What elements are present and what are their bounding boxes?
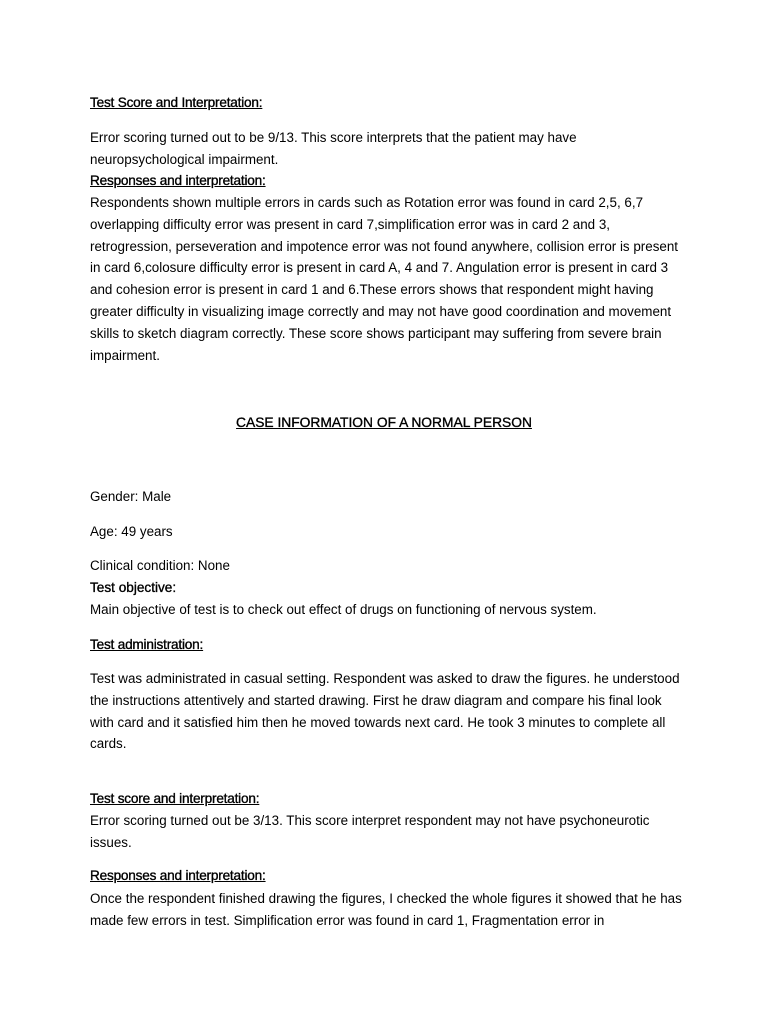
test-objective-paragraph: Main objective of test is to check out effect of drugs on functioning of nervous system.	[90, 602, 597, 617]
case-responses-heading: Responses and interpretation:	[90, 868, 266, 883]
test-objective-heading: Test objective:	[90, 580, 177, 595]
gender-line: Gender: Male	[90, 489, 172, 504]
case-test-score-paragraph: Error scoring turned out be 3/13. This score interpret respondent may not have psychoneurotic issues.	[90, 813, 650, 850]
age-line: Age: 49 years	[90, 524, 173, 539]
case-responses-paragraph: Once the respondent finished drawing the figures, I checked the whole figures it showed that he has made few errors in test. Simplification error was found in card 1, Fragmentation error in	[90, 891, 682, 928]
test-administration-paragraph: Test was administrated in casual setting. Respondent was asked to draw the figures. he understood the instructions attentively and started drawing. First he draw diagram and compare his final look with card and it satisfied him then he moved towards next card. He took 3 minutes to complete all cards.	[90, 671, 680, 752]
responses-paragraph: Respondents shown multiple errors in cards such as Rotation error was found in card 2,5, 6,7 overlapping difficulty error was present in card 7,simplification error was in card 2 and 3, retrogression, perseveration and impotence error was not found anywhere, collision error is present in card 6,colosure difficulty error is present in card A, 4 and 7. Angulation error is present in card 3 and cohesion error is present in card 1 and 6.These errors shows that respondent might having greater difficulty in visualizing image correctly and may not have good coordination and movement skills to sketch diagram correctly. These score shows participant may suffering from severe brain impairment.	[90, 195, 678, 363]
test-score-heading: Test Score and Interpretation:	[90, 95, 263, 110]
case-test-score-heading: Test score and interpretation:	[90, 791, 260, 806]
test-score-paragraph: Error scoring turned out to be 9/13. This score interprets that the patient may have neuropsychological impairment.	[90, 130, 577, 167]
responses-heading: Responses and interpretation:	[90, 173, 266, 188]
case-title: CASE INFORMATION OF A NORMAL PERSON	[236, 415, 532, 430]
clinical-condition-line: Clinical condition: None	[90, 558, 230, 573]
test-administration-heading: Test administration:	[90, 637, 204, 652]
